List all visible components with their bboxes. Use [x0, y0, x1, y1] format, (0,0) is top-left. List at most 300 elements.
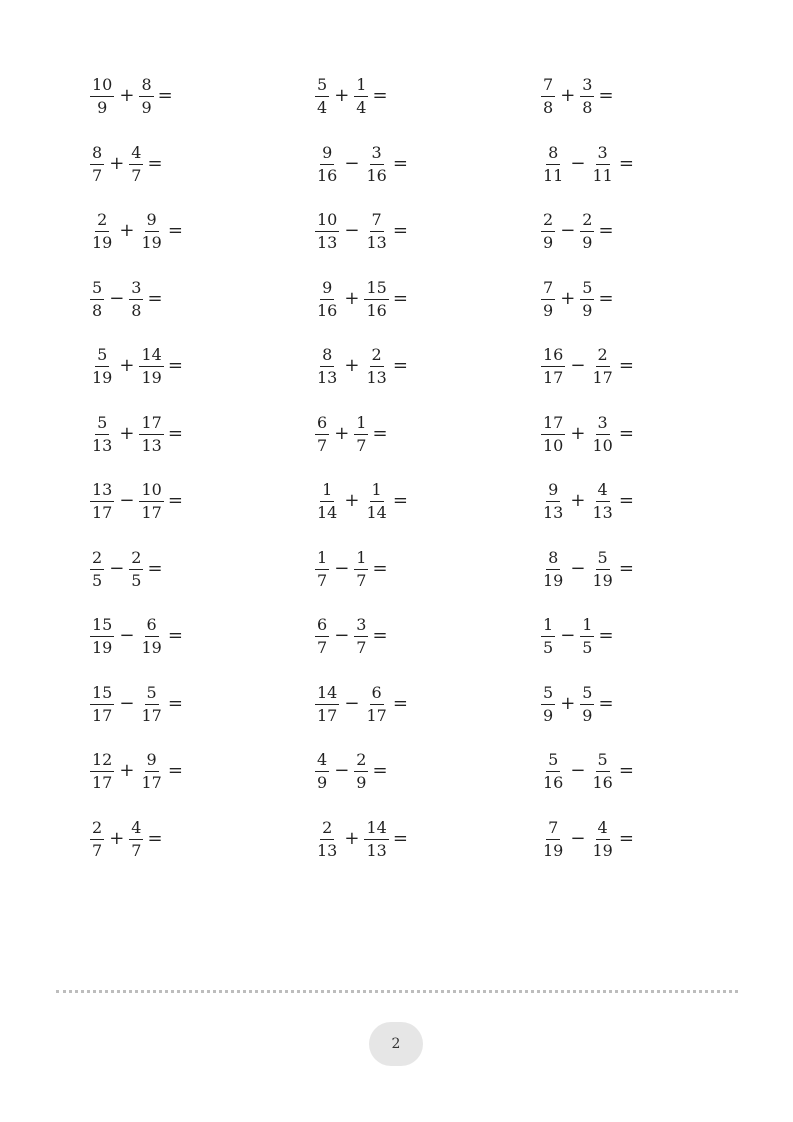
first-fraction: [541, 749, 565, 792]
operator-sign: −: [109, 558, 125, 579]
numerator: 1: [354, 77, 368, 97]
numerator: 2: [90, 550, 104, 570]
denominator: 5: [131, 570, 142, 590]
numerator: 1: [315, 550, 329, 570]
numerator: 8: [320, 347, 334, 367]
denominator: 19: [92, 367, 113, 387]
denominator: 5: [582, 637, 593, 657]
numerator: 5: [596, 550, 610, 570]
first-fraction: [90, 547, 104, 590]
numerator: 9: [546, 482, 560, 502]
first-fraction: [315, 614, 329, 657]
numerator: 14: [315, 685, 339, 705]
operator-sign: +: [119, 220, 135, 241]
numerator: 7: [541, 280, 555, 300]
operator-sign: −: [109, 288, 125, 309]
equals-sign: =: [618, 490, 634, 511]
denominator: 13: [366, 232, 387, 252]
equals-sign: =: [167, 625, 183, 646]
equals-sign: =: [392, 153, 408, 174]
denominator: 19: [141, 232, 162, 252]
first-fraction: [90, 749, 114, 792]
problem-item: [315, 277, 413, 321]
operator-sign: −: [119, 693, 135, 714]
first-fraction: [90, 209, 114, 252]
problem-item: [90, 209, 188, 253]
problem-item: [90, 682, 188, 726]
denominator: 19: [592, 570, 613, 590]
first-fraction: [315, 547, 329, 590]
denominator: 8: [543, 97, 554, 117]
equals-sign: =: [392, 490, 408, 511]
second-fraction: [590, 344, 614, 387]
denominator: 10: [592, 435, 613, 455]
numerator: 17: [541, 415, 565, 435]
numerator: 7: [541, 77, 555, 97]
denominator: 19: [592, 840, 613, 860]
problem-item: [541, 547, 639, 591]
first-fraction: [315, 479, 339, 522]
first-fraction: [315, 817, 339, 860]
problem-item: [315, 682, 413, 726]
denominator: 13: [317, 367, 338, 387]
denominator: 9: [582, 232, 593, 252]
equals-sign: =: [618, 558, 634, 579]
denominator: 8: [92, 300, 103, 320]
problem-item: [315, 614, 393, 658]
numerator: 15: [90, 617, 114, 637]
denominator: 7: [356, 637, 367, 657]
equals-sign: =: [167, 693, 183, 714]
denominator: 9: [141, 97, 152, 117]
numerator: 2: [541, 212, 555, 232]
denominator: 19: [92, 637, 113, 657]
first-fraction: [90, 142, 104, 185]
equals-sign: =: [618, 828, 634, 849]
equals-sign: =: [392, 828, 408, 849]
denominator: 7: [317, 637, 328, 657]
problem-item: [90, 74, 178, 118]
denominator: 13: [92, 435, 113, 455]
operator-sign: −: [344, 220, 360, 241]
second-fraction: [580, 277, 594, 320]
problem-item: [541, 344, 639, 388]
problem-item: [541, 74, 619, 118]
numerator: 4: [129, 820, 143, 840]
second-fraction: [590, 749, 614, 792]
numerator: 3: [580, 77, 594, 97]
denominator: 5: [543, 637, 554, 657]
dotted-divider: [56, 990, 738, 993]
second-fraction: [364, 817, 388, 860]
denominator: 19: [543, 840, 564, 860]
second-fraction: [354, 614, 368, 657]
first-fraction: [541, 412, 565, 455]
equals-sign: =: [372, 625, 388, 646]
first-fraction: [90, 74, 114, 117]
problem-item: [541, 614, 619, 658]
numerator: 5: [95, 347, 109, 367]
denominator: 13: [543, 502, 564, 522]
numerator: 6: [315, 415, 329, 435]
numerator: 3: [129, 280, 143, 300]
numerator: 14: [364, 820, 388, 840]
problem-item: [541, 209, 619, 253]
first-fraction: [541, 74, 555, 117]
numerator: 3: [370, 145, 384, 165]
first-fraction: [541, 817, 565, 860]
denominator: 7: [92, 840, 103, 860]
denominator: 9: [317, 772, 328, 792]
second-fraction: [139, 209, 163, 252]
second-fraction: [354, 74, 368, 117]
denominator: 9: [543, 232, 554, 252]
second-fraction: [364, 142, 388, 185]
denominator: 9: [97, 97, 108, 117]
operator-sign: −: [570, 760, 586, 781]
numerator: 5: [546, 752, 560, 772]
operator-sign: +: [119, 423, 135, 444]
numerator: 5: [580, 685, 594, 705]
numerator: 10: [90, 77, 114, 97]
second-fraction: [139, 479, 163, 522]
denominator: 7: [131, 165, 142, 185]
operator-sign: −: [344, 153, 360, 174]
denominator: 17: [317, 705, 338, 725]
operator-sign: −: [334, 625, 350, 646]
second-fraction: [139, 749, 163, 792]
second-fraction: [364, 209, 388, 252]
numerator: 2: [354, 752, 368, 772]
problem-item: [315, 817, 413, 861]
denominator: 17: [92, 772, 113, 792]
equals-sign: =: [392, 220, 408, 241]
numerator: 8: [546, 145, 560, 165]
denominator: 4: [317, 97, 328, 117]
numerator: 4: [596, 482, 610, 502]
second-fraction: [139, 682, 163, 725]
operator-sign: +: [344, 828, 360, 849]
problem-item: [90, 614, 188, 658]
first-fraction: [90, 344, 114, 387]
second-fraction: [129, 277, 143, 320]
denominator: 7: [356, 435, 367, 455]
denominator: 17: [543, 367, 564, 387]
numerator: 9: [145, 752, 159, 772]
operator-sign: +: [344, 490, 360, 511]
second-fraction: [364, 682, 388, 725]
first-fraction: [90, 277, 104, 320]
numerator: 1: [354, 415, 368, 435]
operator-sign: −: [560, 625, 576, 646]
denominator: 16: [366, 165, 387, 185]
problem-item: [315, 412, 393, 456]
numerator: 4: [596, 820, 610, 840]
denominator: 9: [582, 300, 593, 320]
second-fraction: [364, 479, 388, 522]
denominator: 7: [356, 570, 367, 590]
problem-item: [541, 412, 639, 456]
equals-sign: =: [147, 288, 163, 309]
denominator: 7: [92, 165, 103, 185]
equals-sign: =: [372, 760, 388, 781]
second-fraction: [354, 749, 368, 792]
operator-sign: −: [344, 693, 360, 714]
second-fraction: [580, 74, 594, 117]
numerator: 4: [315, 752, 329, 772]
denominator: 10: [543, 435, 564, 455]
second-fraction: [129, 817, 143, 860]
denominator: 7: [317, 435, 328, 455]
equals-sign: =: [167, 760, 183, 781]
denominator: 19: [141, 637, 162, 657]
first-fraction: [541, 479, 565, 522]
denominator: 4: [356, 97, 367, 117]
numerator: 2: [320, 820, 334, 840]
equals-sign: =: [598, 625, 614, 646]
first-fraction: [541, 209, 555, 252]
problem-item: [541, 479, 639, 523]
numerator: 2: [95, 212, 109, 232]
denominator: 13: [366, 367, 387, 387]
second-fraction: [580, 682, 594, 725]
operator-sign: +: [570, 490, 586, 511]
first-fraction: [315, 682, 339, 725]
problem-item: [90, 344, 188, 388]
denominator: 16: [543, 772, 564, 792]
numerator: 3: [354, 617, 368, 637]
denominator: 19: [141, 367, 162, 387]
numerator: 1: [354, 550, 368, 570]
second-fraction: [590, 479, 614, 522]
operator-sign: +: [334, 85, 350, 106]
equals-sign: =: [392, 288, 408, 309]
operator-sign: −: [570, 355, 586, 376]
equals-sign: =: [372, 423, 388, 444]
equals-sign: =: [392, 693, 408, 714]
first-fraction: [315, 209, 339, 252]
problem-item: [541, 277, 619, 321]
numerator: 15: [364, 280, 388, 300]
numerator: 5: [596, 752, 610, 772]
numerator: 5: [145, 685, 159, 705]
equals-sign: =: [372, 85, 388, 106]
denominator: 16: [317, 300, 338, 320]
numerator: 12: [90, 752, 114, 772]
denominator: 13: [317, 232, 338, 252]
first-fraction: [90, 614, 114, 657]
first-fraction: [541, 142, 565, 185]
problem-item: [315, 749, 393, 793]
operator-sign: +: [560, 288, 576, 309]
numerator: 5: [315, 77, 329, 97]
equals-sign: =: [618, 760, 634, 781]
equals-sign: =: [167, 220, 183, 241]
operator-sign: −: [570, 153, 586, 174]
denominator: 5: [92, 570, 103, 590]
denominator: 8: [131, 300, 142, 320]
problem-item: [90, 412, 188, 456]
operator-sign: +: [109, 153, 125, 174]
problem-item: [315, 344, 413, 388]
numerator: 8: [546, 550, 560, 570]
problem-item: [541, 817, 639, 861]
problem-item: [90, 479, 188, 523]
denominator: 9: [543, 300, 554, 320]
second-fraction: [590, 817, 614, 860]
operator-sign: +: [560, 693, 576, 714]
operator-sign: +: [560, 85, 576, 106]
denominator: 19: [543, 570, 564, 590]
equals-sign: =: [147, 558, 163, 579]
equals-sign: =: [167, 355, 183, 376]
numerator: 2: [596, 347, 610, 367]
denominator: 16: [366, 300, 387, 320]
equals-sign: =: [167, 490, 183, 511]
problem-item: [541, 682, 619, 726]
second-fraction: [139, 412, 163, 455]
operator-sign: −: [119, 490, 135, 511]
second-fraction: [139, 614, 163, 657]
problem-item: [315, 547, 393, 591]
numerator: 3: [596, 145, 610, 165]
numerator: 8: [90, 145, 104, 165]
equals-sign: =: [598, 693, 614, 714]
numerator: 1: [580, 617, 594, 637]
first-fraction: [315, 412, 329, 455]
denominator: 17: [592, 367, 613, 387]
numerator: 13: [90, 482, 114, 502]
problem-item: [90, 547, 168, 591]
numerator: 6: [370, 685, 384, 705]
denominator: 8: [582, 97, 593, 117]
first-fraction: [90, 817, 104, 860]
numerator: 2: [90, 820, 104, 840]
denominator: 13: [366, 840, 387, 860]
denominator: 16: [592, 772, 613, 792]
denominator: 17: [141, 772, 162, 792]
denominator: 19: [92, 232, 113, 252]
problem-item: [541, 749, 639, 793]
numerator: 7: [370, 212, 384, 232]
denominator: 16: [317, 165, 338, 185]
numerator: 4: [129, 145, 143, 165]
denominator: 17: [141, 502, 162, 522]
equals-sign: =: [598, 220, 614, 241]
operator-sign: +: [119, 355, 135, 376]
denominator: 9: [582, 705, 593, 725]
second-fraction: [139, 344, 163, 387]
denominator: 11: [543, 165, 564, 185]
numerator: 8: [139, 77, 153, 97]
first-fraction: [315, 74, 329, 117]
denominator: 13: [317, 840, 338, 860]
first-fraction: [541, 682, 555, 725]
first-fraction: [541, 344, 565, 387]
second-fraction: [590, 142, 614, 185]
denominator: 17: [366, 705, 387, 725]
first-fraction: [315, 277, 339, 320]
first-fraction: [315, 142, 339, 185]
numerator: 5: [541, 685, 555, 705]
denominator: 13: [141, 435, 162, 455]
denominator: 9: [356, 772, 367, 792]
numerator: 7: [546, 820, 560, 840]
numerator: 9: [145, 212, 159, 232]
equals-sign: =: [618, 355, 634, 376]
page-number: 2: [391, 1036, 401, 1052]
problem-item: [315, 142, 413, 186]
numerator: 5: [580, 280, 594, 300]
equals-sign: =: [598, 288, 614, 309]
numerator: 17: [139, 415, 163, 435]
operator-sign: +: [119, 760, 135, 781]
denominator: 13: [592, 502, 613, 522]
operator-sign: −: [334, 760, 350, 781]
operator-sign: +: [344, 288, 360, 309]
operator-sign: +: [334, 423, 350, 444]
numerator: 2: [129, 550, 143, 570]
problem-item: [315, 74, 393, 118]
operator-sign: −: [570, 558, 586, 579]
problem-item: [90, 277, 168, 321]
denominator: 7: [131, 840, 142, 860]
second-fraction: [354, 547, 368, 590]
operator-sign: −: [570, 828, 586, 849]
denominator: 17: [141, 705, 162, 725]
operator-sign: −: [119, 625, 135, 646]
first-fraction: [315, 749, 329, 792]
numerator: 1: [370, 482, 384, 502]
problem-item: [315, 209, 413, 253]
first-fraction: [315, 344, 339, 387]
operator-sign: +: [119, 85, 135, 106]
numerator: 14: [139, 347, 163, 367]
second-fraction: [364, 344, 388, 387]
denominator: 7: [317, 570, 328, 590]
second-fraction: [580, 614, 594, 657]
second-fraction: [580, 209, 594, 252]
denominator: 17: [92, 502, 113, 522]
equals-sign: =: [598, 85, 614, 106]
numerator: 15: [90, 685, 114, 705]
operator-sign: +: [570, 423, 586, 444]
numerator: 6: [145, 617, 159, 637]
equals-sign: =: [147, 828, 163, 849]
first-fraction: [541, 614, 555, 657]
equals-sign: =: [157, 85, 173, 106]
second-fraction: [129, 547, 143, 590]
equals-sign: =: [618, 153, 634, 174]
first-fraction: [90, 412, 114, 455]
numerator: 3: [596, 415, 610, 435]
equals-sign: =: [392, 355, 408, 376]
numerator: 1: [541, 617, 555, 637]
second-fraction: [364, 277, 388, 320]
equals-sign: =: [147, 153, 163, 174]
first-fraction: [90, 682, 114, 725]
denominator: 14: [366, 502, 387, 522]
operator-sign: +: [109, 828, 125, 849]
numerator: 1: [320, 482, 334, 502]
problem-item: [90, 817, 168, 861]
numerator: 2: [370, 347, 384, 367]
equals-sign: =: [372, 558, 388, 579]
numerator: 9: [320, 280, 334, 300]
problem-item: [315, 479, 413, 523]
second-fraction: [590, 412, 614, 455]
denominator: 11: [592, 165, 613, 185]
